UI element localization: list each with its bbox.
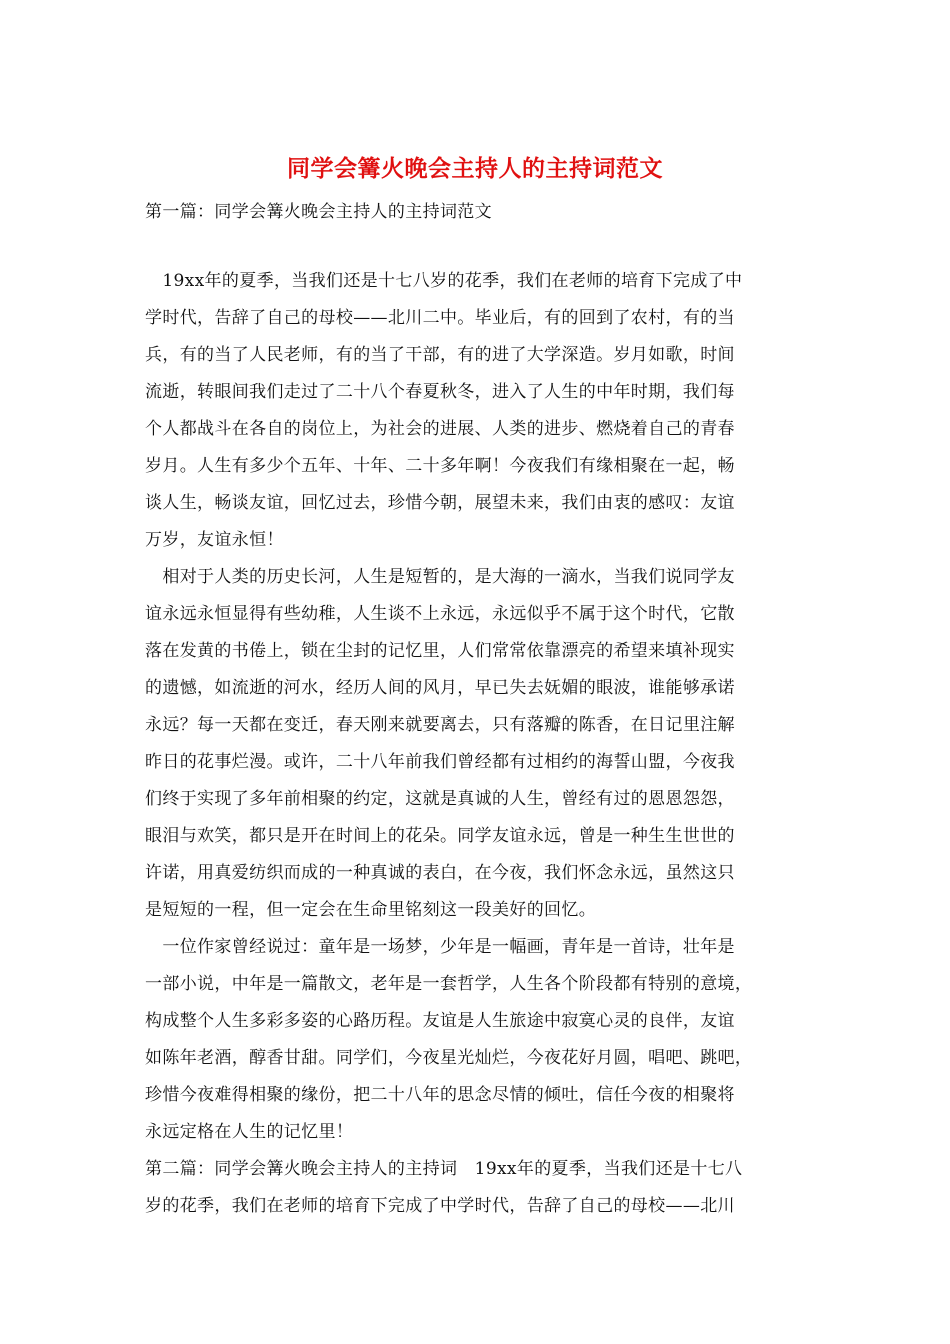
- text-line: 如陈年老酒，醇香甘甜。同学们，今夜星光灿烂，今夜花好月圆，唱吧、跳吧，: [145, 1048, 753, 1068]
- text-line: 谈人生，畅谈友谊，回忆过去，珍惜今朝，展望未来，我们由衷的感叹：友谊: [145, 493, 735, 513]
- text-line: 永远定格在人生的记忆里！: [145, 1122, 354, 1142]
- text-line: 流逝，转眼间我们走过了二十八个春夏秋冬，进入了人生的中年时期，我们每: [145, 382, 735, 402]
- section-heading-2: 第二篇：同学会篝火晚会主持人的主持词 19xx年的夏季，当我们还是十七八: [145, 1159, 743, 1179]
- text-line: 眼泪与欢笑，都只是开在时间上的花朵。同学友谊永远，曾是一种生生世世的: [145, 826, 735, 846]
- text-line: 许诺，用真爱纺织而成的一种真诚的表白，在今夜，我们怀念永远，虽然这只: [145, 863, 735, 883]
- text-line: 落在发黄的书倦上，锁在尘封的记忆里，人们常常依靠漂亮的希望来填补现实: [145, 641, 735, 661]
- text-line: 学时代，告辞了自己的母校——北川二中。毕业后，有的回到了农村，有的当: [145, 308, 735, 328]
- text-line: 珍惜今夜难得相聚的缘份，把二十八年的思念尽情的倾吐，信任今夜的相聚将: [145, 1085, 735, 1105]
- text-line: 构成整个人生多彩多姿的心路历程。友谊是人生旅途中寂寞心灵的良伴，友谊: [145, 1011, 735, 1031]
- text-line: 是短短的一程，但一定会在生命里铭刻这一段美好的回忆。: [145, 900, 597, 920]
- section-heading-1: 第一篇：同学会篝火晚会主持人的主持词范文: [145, 202, 492, 222]
- text-line: 个人都战斗在各自的岗位上，为社会的进展、人类的进步、燃烧着自己的青春: [145, 419, 735, 439]
- text-line: 兵，有的当了人民老师，有的当了干部，有的进了大学深造。岁月如歌，时间: [145, 345, 735, 365]
- text-line: 们终于实现了多年前相聚的约定，这就是真诚的人生，曾经有过的恩恩怨怨，: [145, 789, 735, 809]
- document-title: 同学会篝火晚会主持人的主持词范文: [287, 155, 663, 182]
- text-line: 岁月。人生有多少个五年、十年、二十多年啊！今夜我们有缘相聚在一起，畅: [145, 456, 735, 476]
- text-line: 岁的花季，我们在老师的培育下完成了中学时代，告辞了自己的母校——北川: [145, 1196, 735, 1216]
- text-line: 永远？每一天都在变迁，春天刚来就要离去，只有落瓣的陈香，在日记里注解: [145, 715, 735, 735]
- text-line: 一部小说，中年是一篇散文，老年是一套哲学，人生各个阶段都有特别的意境，: [145, 974, 753, 994]
- text-line: 一位作家曾经说过：童年是一场梦，少年是一幅画，青年是一首诗，壮年是: [145, 937, 735, 957]
- text-line: 相对于人类的历史长河，人生是短暂的，是大海的一滴水，当我们说同学友: [145, 567, 735, 587]
- text-line: 谊永远永恒显得有些幼稚，人生谈不上永远，永远似乎不属于这个时代，它散: [145, 604, 735, 624]
- text-line: 万岁，友谊永恒！: [145, 530, 284, 550]
- text-line: 19xx年的夏季，当我们还是十七八岁的花季，我们在老师的培育下完成了中: [145, 271, 743, 291]
- text-line: 昨日的花事烂漫。或许，二十八年前我们曾经都有过相约的海誓山盟，今夜我: [145, 752, 735, 772]
- text-line: 的遗憾，如流逝的河水，经历人间的风月，早已失去妩媚的眼波，谁能够承诺: [145, 678, 735, 698]
